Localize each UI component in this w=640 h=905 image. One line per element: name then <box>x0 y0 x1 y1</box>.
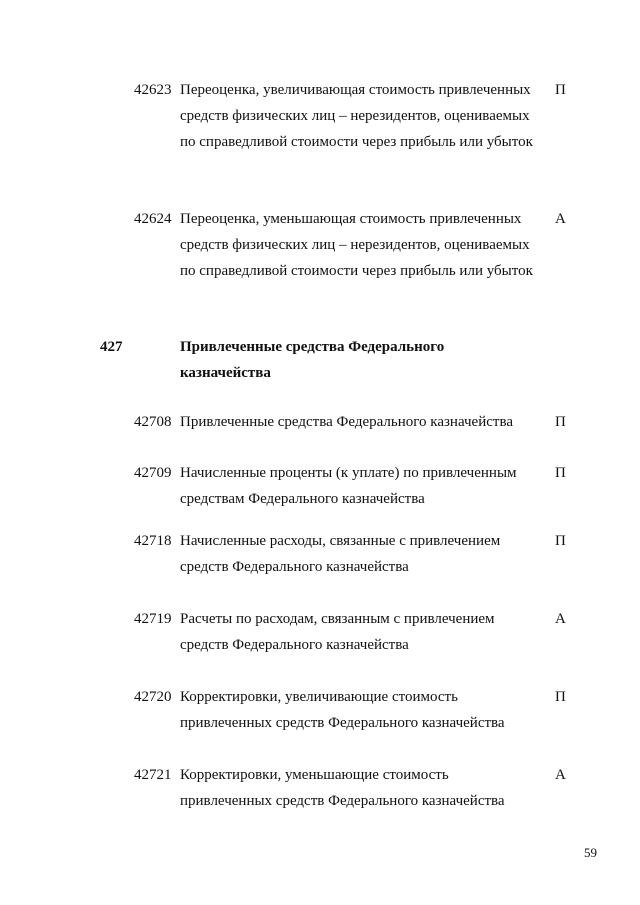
account-description: Корректировки, увеличивающие стоимость привлеченных средств Федерального казначейства <box>180 689 505 731</box>
account-description: Корректировки, уменьшающие стоимость привлеченных средств Федерального казначейства <box>180 767 505 809</box>
account-description: Переоценка, увеличивающая стоимость привлеченных средств физических лиц – нерезидентов, оцениваемых по справедливой стоимости через прибыль или убыток <box>180 82 533 150</box>
account-type: П <box>555 689 566 705</box>
account-code: 42624 <box>134 211 172 227</box>
account-code: 42719 <box>134 611 172 627</box>
account-code: 42708 <box>134 414 172 430</box>
account-description: Расчеты по расходам, связанным с привлечением средств Федерального казначейства <box>180 611 495 653</box>
account-type: П <box>555 533 566 549</box>
account-type: А <box>555 211 566 227</box>
account-description: Привлеченные средства Федерального казначейства <box>180 414 513 430</box>
account-description: Начисленные проценты (к уплате) по привлеченным средствам Федерального казначейства <box>180 465 517 507</box>
account-code: 42720 <box>134 689 172 705</box>
account-code: 42718 <box>134 533 172 549</box>
group-code: 427 <box>100 339 123 355</box>
account-type: П <box>555 82 566 98</box>
page-number: 59 <box>584 845 597 860</box>
account-description: Начисленные расходы, связанные с привлечением средств Федерального казначейства <box>180 533 501 575</box>
account-type: П <box>555 414 566 430</box>
account-description: Переоценка, уменьшающая стоимость привлеченных средств физических лиц – нерезидентов, оцениваемых по справедливой стоимости через прибыль или убыток <box>180 211 533 279</box>
group-title: Привлеченные средства Федерального казначейства <box>180 339 445 381</box>
account-type: А <box>555 611 566 627</box>
account-type: А <box>555 767 566 783</box>
account-code: 42623 <box>134 82 172 98</box>
account-code: 42721 <box>134 767 172 783</box>
account-code: 42709 <box>134 465 172 481</box>
account-type: П <box>555 465 566 481</box>
